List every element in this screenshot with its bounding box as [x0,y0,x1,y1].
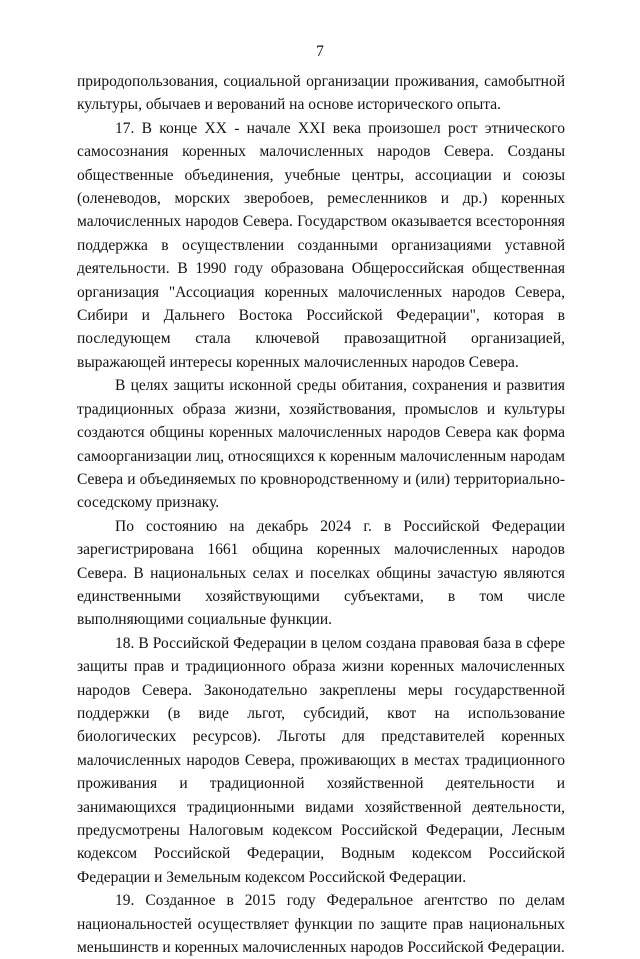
document-body [77,70,565,959]
paragraph-17: 17. В конце XX - начале XXI века произошел рост этнического самосознания коренных малочисленных народов Севера. Созданы общественные объединения, учебные центры, ассоциации и союзы (оленеводов, морских зверобоев, ремесленников и др.) коренных малочисленных народов Севера. Государством оказывается всесторонняя поддержка в осуществлении созданными организациями уставной деятельности. В 1990 году образована Общероссийская общественная организация "Ассоциация коренных малочисленных народов Севера, Сибири и Дальнего Востока Российской Федерации", которая в последующем стала ключевой правозащитной организацией, выражающей интересы коренных малочисленных народов Севера. [77,119,565,371]
page-number: 7 [316,43,324,60]
paragraph-communities: В целях защиты исконной среды обитания, сохранения и развития традиционных образа жизни, хозяйствования, промыслов и культуры создаются общины коренных малочисленных народов Севера как форма самоорганизации лиц, относящихся к коренным малочисленным народам Севера и объединяемых по кровнородственному и (или) территориально-соседскому признаку. [77,377,565,512]
paragraph-communities-count: По состоянию на декабрь 2024 г. в Российской Федерации зарегистрирована 1661 община коренных малочисленных народов Севера. В национальных селах и поселках общины зачастую являются единственными хозяйствующими субъектами, в том числе выполняющими социальные функции. [77,517,565,629]
paragraph-18: 18. В Российской Федерации в целом создана правовая база в сфере защиты прав и традиционного образа жизни коренных малочисленных народов Севера. Законодательно закреплены меры государственной поддержки (в виде льгот, субсидий, квот на использование биологических ресурсов). Льготы для представителей коренных малочисленных народов Севера, проживающих в местах традиционного проживания и традиционной хозяйственной деятельности и занимающихся традиционными видами хозяйственной деятельности, предусмотрены Налоговым кодексом Российской Федерации, Лесным кодексом Российской Федерации, Водным кодексом Российской Федерации и Земельным кодексом Российской Федерации. [77,634,565,886]
paragraph-continuation: природопользования, социальной организации проживания, самобытной культуры, обычаев и верований на основе исторического опыта. [77,73,565,114]
paragraph-19: 19. Созданное в 2015 году Федеральное агентство по делам национальностей осуществляет функции по защите прав национальных меньшинств и коренных малочисленных народов Российской Федерации. [77,892,565,957]
